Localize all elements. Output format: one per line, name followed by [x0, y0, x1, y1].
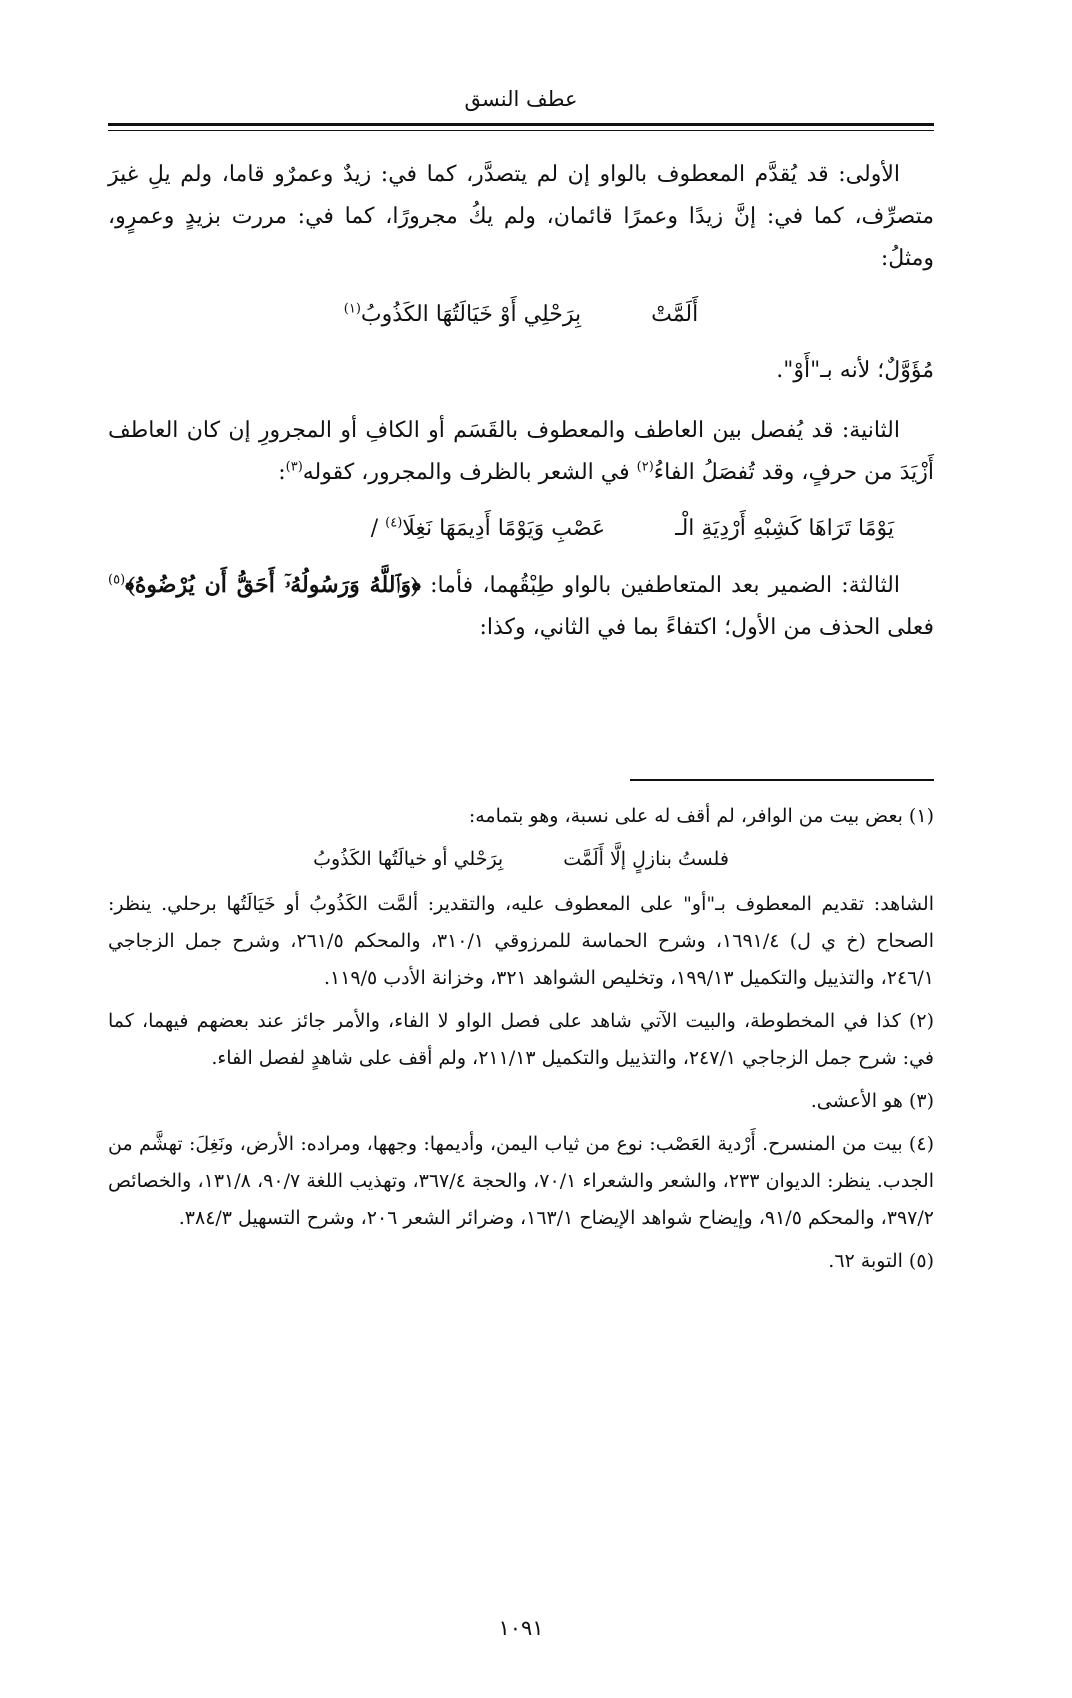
para4-text-a: الثالثة: الضمير بعد المتعاطفين بالواو طِبْقُهما، فأما: [420, 573, 900, 598]
paragraph-third-rule [108, 564, 934, 649]
footnote-ref-3[interactable]: (٣) [285, 459, 303, 475]
footnote-separator [630, 779, 934, 781]
para3-text-b: في الشعر بالظرف والمجرور، كقوله [302, 460, 637, 485]
paragraph-second-rule [108, 410, 934, 494]
verse2-first-hemistich: يَوْمًا تَرَاهَا كَشِبْهِ أَرْدِيَةِ الْـ [675, 516, 894, 541]
verse-line-2 [108, 508, 934, 550]
para3-text-c: : [278, 460, 286, 485]
header-rule-thick [108, 123, 934, 126]
footnotes-section [108, 798, 934, 1286]
verse1-first-hemistich: أَلَمَّتْ [651, 302, 699, 327]
verse2-second-text: عَصْبِ وَيَوْمًا أَدِيمَهَا نَغِلَا [402, 516, 606, 541]
running-header-title: عطف النسق [464, 87, 578, 111]
footnote-ref-1[interactable]: (١) [343, 301, 361, 317]
verse2-second-hemistich [371, 508, 605, 550]
quran-quote: ﴿وَٱللَّهُ وَرَسُولُهُۥٓ أَحَقُّ أَن يُرْضُوهُ﴾ [125, 572, 421, 598]
verse1-second-hemistich [344, 294, 581, 336]
header-rule-thin [108, 130, 934, 131]
footnote-1-body: الشاهد: تقديم المعطوف بـ"أو" على المعطوف عليه، والتقدير: ألمَّت الكَذُوبُ أو خَيَالَتُها برحلي. ينظر: الصحاح (خ ي ل) ١٦٩١/٤، وشرح الحماسة للمرزوقي ٣١٠/١، والمحكم ٢٦١/٥، وشرح جمل الزجاجي ٢٤٦/١، والتذييل والتكميل ١٩٩/١٣، وتخليص الشواهد ٣٢١، وخزانة الأدب ١١٩/٥. [108, 893, 934, 989]
footnote-1-verse-first: فلستُ بنازلٍ إلَّا أَلَمَّت [563, 848, 729, 870]
footnote-ref-4[interactable]: (٤) [385, 515, 403, 531]
verse2-trailing-slash: / [370, 516, 379, 541]
footnote-3: (٣) هو الأعشى. [810, 1090, 934, 1112]
paragraph-first-rule: الأولى: قد يُقدَّم المعطوف بالواو إن لم يتصدَّر، كما في: زيدٌ وعمرٌو قاما، ولم يلِ غيرَ متصرِّف، كما في: إنَّ زيدًا وعمرًا قائمان، ولم يكُ مجرورًا، كما في: مررت بزيدٍ وعمرٍو، ومثلُ: [108, 162, 934, 271]
verse-line-1 [108, 294, 934, 336]
para4-text-b: فعلى الحذف من الأول؛ اكتفاءً بما في الثاني، وكذا: [479, 615, 934, 640]
para3-text-a: الثانية: قد يُفصل بين العاطف والمعطوف بالقَسَم أو الكافِ أو المجرورِ إن كان العاطف أَزْيَدَ من حرفٍ، وقد تُفصَلُ الفاءُ [108, 418, 934, 485]
footnote-ref-2[interactable]: (٢) [636, 459, 654, 475]
footnote-1-intro: (١) بعض بيت من الوافر، لم أقف له على نسبة، وهو بتمامه: [468, 805, 934, 827]
footnote-4: (٤) بيت من المنسرح. أَرْدية العَصْب: نوع من ثياب اليمن، وأديمها: وجهها، ومراده: الأرض، ونَغِلَ: تهشَّم من الجدب. ينظر: الديوان ٢٣٣، والشعر والشعراء ٧٠/١، والحجة ٣٦٧/٤، وتهذيب اللغة ٩٠/٧، ١٣١/٨، والخصائص ٣٩٧/٢، والمحكم ٩١/٥، وإيضاح شواهد الإيضاح ١٦٣/١، وضرائر الشعر ٢٠٦، وشرح التسهيل ٣٨٤/٣. [108, 1133, 934, 1229]
verse1-second-text: بِرَحْلِي أَوْ خَيَالَتُهَا الكَذُوبُ [360, 302, 582, 327]
footnote-ref-5[interactable]: (٥) [108, 572, 126, 588]
page-number: ١٠٩١ [498, 1616, 544, 1640]
footnote-1-verse-second: بِرَحْلي أو خيالَتُها الكَذُوبُ [313, 848, 504, 870]
footnote-2: (٢) كذا في المخطوطة، والبيت الآتي شاهد على فصل الواو لا الفاء، والأمر جائز عند بعضهم فيهما، كما في: شرح جمل الزجاجي ٢٤٧/١، والتذييل والتكميل ٢١١/١٣، ولم أقف على شاهدٍ لفصل الفاء. [108, 1010, 934, 1069]
footnote-1-verse [108, 841, 934, 878]
main-text [108, 154, 934, 649]
paragraph-muawwal: مُؤَوَّلٌ؛ لأنه بـ"أَوْ". [776, 358, 934, 383]
footnote-5: (٥) التوبة ٦٢. [828, 1250, 934, 1272]
